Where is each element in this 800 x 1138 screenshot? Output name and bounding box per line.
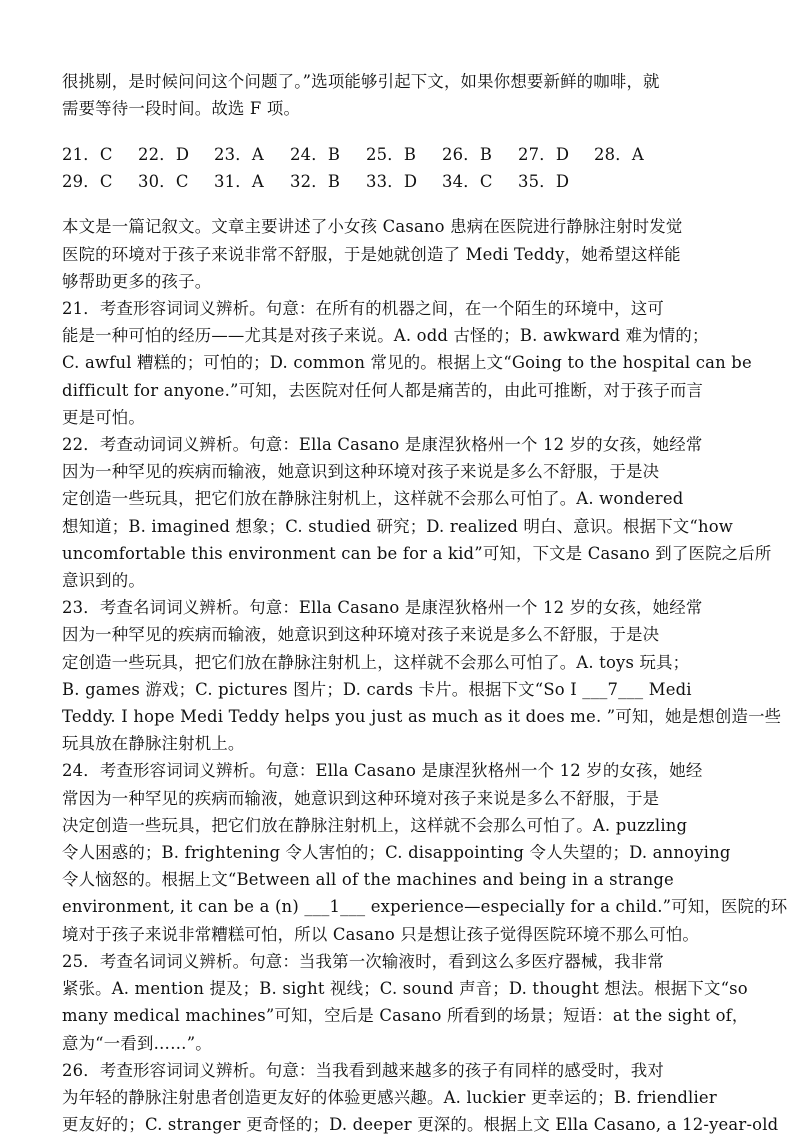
text-line: 意为“一看到……”。 [62, 1033, 212, 1053]
answer-item: 28．A [594, 145, 644, 165]
text-line: Teddy. I hope Medi Teddy helps you just as much as it does me. ”可知，她是想创造一些 [62, 707, 782, 727]
text-line: 因为一种罕见的疾病而输液，她意识到这种环境对孩子来说是多么不舒服，于是决 [62, 625, 660, 645]
answer-item: 24．B [290, 145, 341, 165]
answer-item: 31．A [214, 172, 264, 192]
text-line: 为年轻的静脉注射患者创造更友好的体验更感兴趣。A. luckier 更幸运的；B. friendlier [62, 1087, 717, 1107]
text-line: 本文是一篇记叙文。文章主要讲述了小女孩 Casano 患病在医院进行静脉注射时发觉 [62, 217, 683, 237]
analysis-body [62, 213, 788, 1138]
text-line: 令人恼怒的。根据上文“Between all of the machines and being in a strange [62, 870, 674, 890]
answer-item: 22．D [138, 145, 190, 165]
text-line: 23．考查名词词义辨析。句意：Ella Casano 是康涅狄格州一个 12 岁的女孩，她经常 [62, 598, 703, 618]
text-line: 25．考查名词词义辨析。句意：当我第一次输液时，看到这么多医疗器械，我非常 [62, 951, 664, 971]
text-line: 21．考查形容词词义辨析。句意：在所有的机器之间，在一个陌生的环境中，这可 [62, 299, 664, 319]
answer-item: 32．B [290, 172, 341, 192]
text-line: 26．考查形容词词义辨析。句意：当我看到越来越多的孩子有同样的感受时，我对 [62, 1060, 664, 1080]
text-line: 够帮助更多的孩子。 [62, 271, 212, 291]
text-line: 需要等待一段时间。故选 F 项。 [62, 99, 301, 119]
text-line: 境对于孩子来说非常糟糕可怕，所以 Casano 只是想让孩子觉得医院环境不那么可怕。 [62, 924, 700, 944]
text-line: 22．考查动词词义辨析。句意：Ella Casano 是康涅狄格州一个 12 岁的女孩，她经常 [62, 435, 703, 455]
text-line: 紧张。A. mention 提及；B. sight 视线；C. sound 声音；D. thought 想法。根据下文“so [62, 979, 748, 999]
answer-item: 30．C [138, 172, 189, 192]
previous-explanation [62, 68, 762, 122]
text-line: uncomfortable this environment can be for a kid”可知，下文是 Casano 到了医院之后所 [62, 543, 772, 563]
text-line: 定创造一些玩具，把它们放在静脉注射机上，这样就不会那么可怕了。A. toys 玩具； [62, 652, 690, 672]
answer-item: 27．D [518, 145, 570, 165]
text-line: 决定创造一些玩具，把它们放在静脉注射机上，这样就不会那么可怕了。A. puzzling [62, 815, 688, 835]
answer-item: 21．C [62, 145, 113, 165]
text-line: 医院的环境对于孩子来说非常不舒服，于是她就创造了 Medi Teddy，她希望这样能 [62, 244, 681, 264]
text-line: 定创造一些玩具，把它们放在静脉注射机上，这样就不会那么可怕了。A. wondered [62, 489, 684, 509]
answer-item: 35．D [518, 172, 570, 192]
text-line: 更友好的；C. stranger 更奇怪的；D. deeper 更深的。根据上文 Ella Casano, a 12-year-old [62, 1115, 779, 1135]
text-line: 因为一种罕见的疾病而输液，她意识到这种环境对孩子来说是多么不舒服，于是决 [62, 462, 660, 482]
answer-item: 29．C [62, 172, 113, 192]
document-page [62, 68, 788, 1138]
text-line: 常因为一种罕见的疾病而输液，她意识到这种环境对孩子来说是多么不舒服，于是 [62, 788, 660, 808]
answer-item: 34．C [442, 172, 493, 192]
text-line: 能是一种可怕的经历——尤其是对孩子来说。A. odd 古怪的；B. awkward 难为情的； [62, 326, 709, 346]
answer-item: 33．D [366, 172, 418, 192]
text-line: 想知道；B. imagined 想象；C. studied 研究；D. realized 明白、意识。根据下文“how [62, 516, 734, 536]
text-line: C. awful 糟糕的；可怕的；D. common 常见的。根据上文“Going to the hospital can be [62, 353, 752, 373]
text-line: 24．考查形容词词义辨析。句意：Ella Casano 是康涅狄格州一个 12 岁的女孩，她经 [62, 761, 703, 781]
answer-item: 26．B [442, 145, 493, 165]
text-line: 意识到的。 [62, 571, 145, 591]
text-line: 令人困惑的；B. frightening 令人害怕的；C. disappointing 令人失望的；D. annoying [62, 843, 731, 863]
text-line: B. games 游戏；C. pictures 图片；D. cards 卡片。根据下文“So I ___7___ Medi [62, 679, 692, 699]
text-line: 更是可怕。 [62, 407, 145, 427]
text-line: difficult for anyone.”可知，去医院对任何人都是痛苦的，由此可推断，对于孩子而言 [62, 380, 704, 400]
text-line: many medical machines”可知，空后是 Casano 所看到的场景；短语：at the sight of， [62, 1006, 749, 1026]
text-line: environment, it can be a (n) ___1___ experience—especially for a child.”可知，医院的环 [62, 897, 788, 917]
answer-item: 25．B [366, 145, 417, 165]
text-line: 很挑剔，是时候问问这个问题了。”选项能够引起下文，如果你想要新鲜的咖啡，就 [62, 72, 660, 91]
answer-key [62, 141, 762, 195]
answer-item: 23．A [214, 145, 264, 165]
text-line: 玩具放在静脉注射机上。 [62, 734, 245, 754]
